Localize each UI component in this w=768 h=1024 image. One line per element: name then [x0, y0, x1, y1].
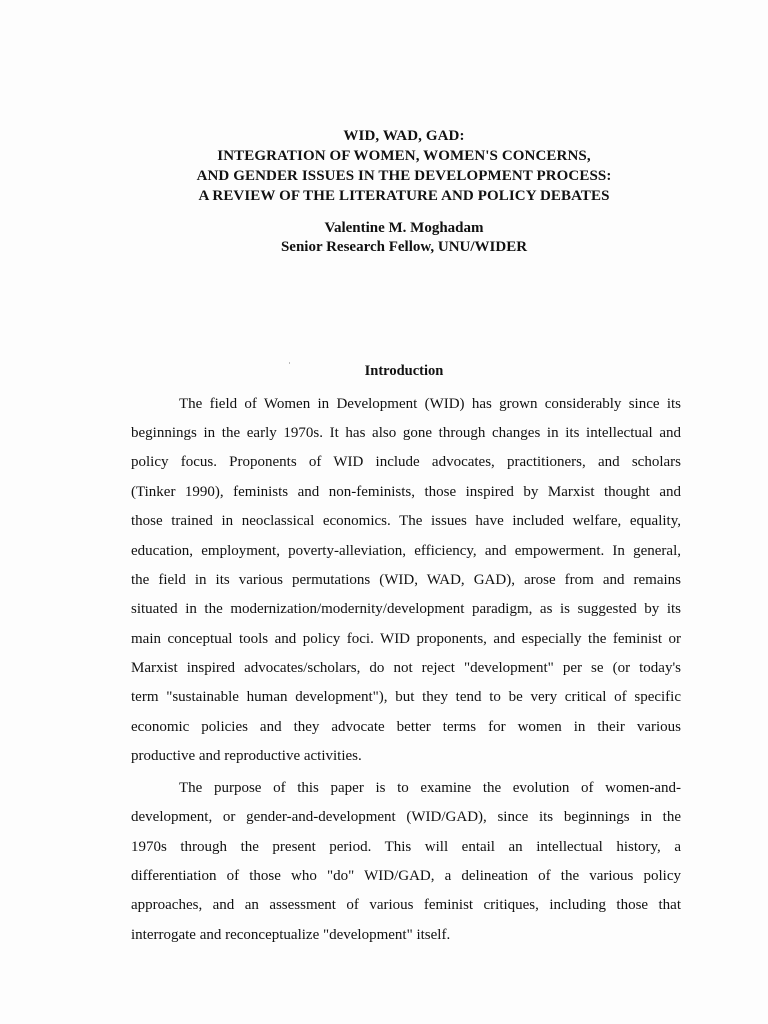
document-title — [0, 126, 768, 206]
paragraph-1-line: education, employment, poverty-alleviation, efficiency, and empowerment. In general, — [131, 543, 681, 559]
title-line: AND GENDER ISSUES IN THE DEVELOPMENT PROCESS: — [196, 168, 612, 184]
paragraph-2-line: approaches, and an assessment of various feminist critiques, including those that — [131, 897, 681, 913]
paragraph-2-line: development, or gender-and-development (WID/GAD), since its beginnings in the — [131, 809, 681, 825]
paragraph-1-line: main conceptual tools and policy foci. WID proponents, and especially the feminist or — [131, 631, 681, 647]
paragraph-1-line: (Tinker 1990), feminists and non-feminists, those inspired by Marxist thought and — [131, 484, 681, 500]
paragraph-2-line: interrogate and reconceptualize "development" itself. — [131, 927, 451, 943]
paragraph-2-line: differentiation of those who "do" WID/GAD, a delineation of the various policy — [131, 868, 681, 884]
paragraph-1-line: situated in the modernization/modernity/development paradigm, as is suggested by its — [131, 601, 681, 617]
paragraph-1-line: Marxist inspired advocates/scholars, do not reject "development" per se (or today's — [131, 660, 681, 676]
paragraph-1-line: economic policies and they advocate better terms for women in their various — [131, 719, 681, 735]
section-heading: Introduction — [364, 363, 444, 379]
paragraph-1-line: the field in its various permutations (WID, WAD, GAD), arose from and remains — [131, 572, 681, 588]
paragraph-1-line: term "sustainable human development"), but they tend to be very critical of specific — [131, 689, 681, 705]
title-line: WID, WAD, GAD: — [343, 128, 465, 144]
paragraph-2-line: 1970s through the present period. This will entail an intellectual history, a — [131, 839, 681, 855]
author-affiliation: Senior Research Fellow, UNU/WIDER — [280, 239, 528, 255]
paragraph-2-line: The purpose of this paper is to examine the evolution of women-and- — [179, 780, 681, 796]
paragraph-1-line: beginnings in the early 1970s. It has also gone through changes in its intellectual and — [131, 425, 681, 441]
paragraph-1-line: The field of Women in Development (WID) has grown considerably since its — [179, 396, 681, 412]
paragraph-1-line: productive and reproductive activities. — [131, 748, 362, 764]
title-line: INTEGRATION OF WOMEN, WOMEN'S CONCERNS, — [217, 148, 591, 164]
author-block — [0, 219, 768, 257]
title-line: A REVIEW OF THE LITERATURE AND POLICY DEBATES — [198, 188, 610, 204]
paragraph-1-line: those trained in neoclassical economics. The issues have included welfare, equality, — [131, 513, 681, 529]
paragraph-1-line: policy focus. Proponents of WID include advocates, practitioners, and scholars — [131, 454, 681, 470]
author-name: Valentine M. Moghadam — [324, 220, 484, 236]
